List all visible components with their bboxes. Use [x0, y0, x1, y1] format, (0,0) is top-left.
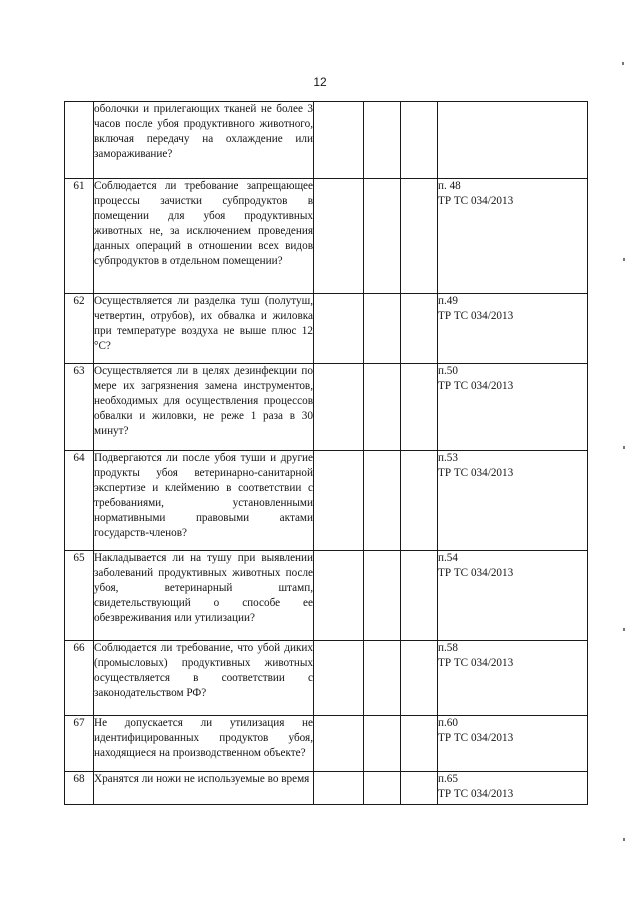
question-cell: Не допускается ли утилизация не идентифицированных продуктов убоя, находящиеся на производственном объекте?: [94, 716, 314, 772]
answer-cell-no: [364, 551, 401, 641]
answer-cell-no: [364, 716, 401, 772]
reference-point: п.54: [438, 552, 458, 564]
answer-cell-yes: [314, 716, 364, 772]
answer-cell-yes: [314, 179, 364, 294]
row-number: 61: [65, 179, 94, 294]
answer-cell-na: [401, 102, 438, 179]
reference-cell: [438, 551, 588, 641]
table-row: [65, 294, 588, 364]
question-cell: Соблюдается ли требование запрещающее процессы зачистки субпродуктов в помещении для убоя продуктивных животных не, за исключением проведения данных операций в отношении всех видов субпродуктов в отдельном помещении?: [94, 179, 314, 294]
answer-cell-na: [401, 772, 438, 805]
reference-point: п.58: [438, 642, 458, 654]
question-cell: Накладывается ли на тушу при выявлении заболеваний продуктивных животных после убоя, ветеринарный штамп, свидетельствующий о способе ее обезвреживания или утилизации?: [94, 551, 314, 641]
scan-speck: [623, 446, 625, 449]
reference-document: ТР ТС 034/2013: [438, 732, 514, 744]
scan-speck: [623, 258, 625, 261]
table-row: [65, 641, 588, 716]
reference-point: п.50: [438, 365, 458, 377]
answer-cell-no: [364, 772, 401, 805]
row-number: 67: [65, 716, 94, 772]
answer-cell-no: [364, 179, 401, 294]
reference-cell: [438, 102, 588, 179]
row-number: 68: [65, 772, 94, 805]
answer-cell-yes: [314, 364, 364, 451]
answer-cell-yes: [314, 294, 364, 364]
reference-cell: [438, 716, 588, 772]
row-number: 63: [65, 364, 94, 451]
reference-document: ТР ТС 034/2013: [438, 380, 514, 392]
reference-point: п.49: [438, 295, 458, 307]
reference-point: п.65: [438, 773, 458, 785]
scan-speck: [622, 62, 624, 65]
table-row: [65, 716, 588, 772]
reference-document: ТР ТС 034/2013: [438, 467, 514, 479]
page-number: 12: [313, 75, 327, 89]
reference-document: ТР ТС 034/2013: [438, 195, 514, 207]
table-row: [65, 772, 588, 805]
reference-document: ТР ТС 034/2013: [438, 567, 514, 579]
answer-cell-no: [364, 102, 401, 179]
reference-cell: [438, 451, 588, 551]
reference-document: ТР ТС 034/2013: [438, 657, 514, 669]
question-cell: Хранятся ли ножи не используемые во время: [94, 772, 314, 805]
row-number: 66: [65, 641, 94, 716]
reference-document: ТР ТС 034/2013: [438, 788, 514, 800]
table-row: [65, 364, 588, 451]
checklist-table: [64, 101, 588, 805]
reference-cell: [438, 294, 588, 364]
question-cell: Соблюдается ли требование, что убой диких (промысловых) продуктивных животных осуществляется в соответствии с законодательством РФ?: [94, 641, 314, 716]
answer-cell-na: [401, 294, 438, 364]
answer-cell-yes: [314, 451, 364, 551]
answer-cell-yes: [314, 772, 364, 805]
scan-speck: [623, 838, 625, 841]
answer-cell-no: [364, 451, 401, 551]
row-number: 62: [65, 294, 94, 364]
table-row: [65, 551, 588, 641]
checklist-body: [65, 102, 588, 805]
table-row: [65, 179, 588, 294]
answer-cell-na: [401, 551, 438, 641]
answer-cell-no: [364, 294, 401, 364]
answer-cell-yes: [314, 102, 364, 179]
answer-cell-no: [364, 641, 401, 716]
question-cell: Осуществляется ли разделка туш (полутуш, четвертин, отрубов), их обвалка и жиловка при температуре воздуха не выше плюс 12 °С?: [94, 294, 314, 364]
row-number: [65, 102, 94, 179]
answer-cell-na: [401, 716, 438, 772]
table-row: [65, 451, 588, 551]
row-number: 64: [65, 451, 94, 551]
reference-point: п. 48: [438, 180, 461, 192]
answer-cell-na: [401, 451, 438, 551]
reference-point: п.60: [438, 717, 458, 729]
scan-speck: [623, 628, 625, 631]
reference-cell: [438, 641, 588, 716]
question-cell: Осуществляется ли в целях дезинфекции по мере их загрязнения замена инструментов, необходимых для осуществления процессов обвалки и жиловки, не реже 1 раза в 30 минут?: [94, 364, 314, 451]
answer-cell-na: [401, 179, 438, 294]
table-row: [65, 102, 588, 179]
answer-cell-na: [401, 641, 438, 716]
reference-cell: [438, 179, 588, 294]
question-cell: Подвергаются ли после убоя туши и другие продукты убоя ветеринарно-санитарной экспертизе и клеймению в соответствии с требованиями, установленными нормативными правовыми актами государств-членов?: [94, 451, 314, 551]
answer-cell-na: [401, 364, 438, 451]
question-cell: оболочки и прилегающих тканей не более 3 часов после убоя продуктивного животного, включая передачу на охлаждение или замораживание?: [94, 102, 314, 179]
reference-point: п.53: [438, 452, 458, 464]
answer-cell-yes: [314, 641, 364, 716]
reference-cell: [438, 364, 588, 451]
reference-document: ТР ТС 034/2013: [438, 310, 514, 322]
reference-cell: [438, 772, 588, 805]
answer-cell-yes: [314, 551, 364, 641]
row-number: 65: [65, 551, 94, 641]
answer-cell-no: [364, 364, 401, 451]
